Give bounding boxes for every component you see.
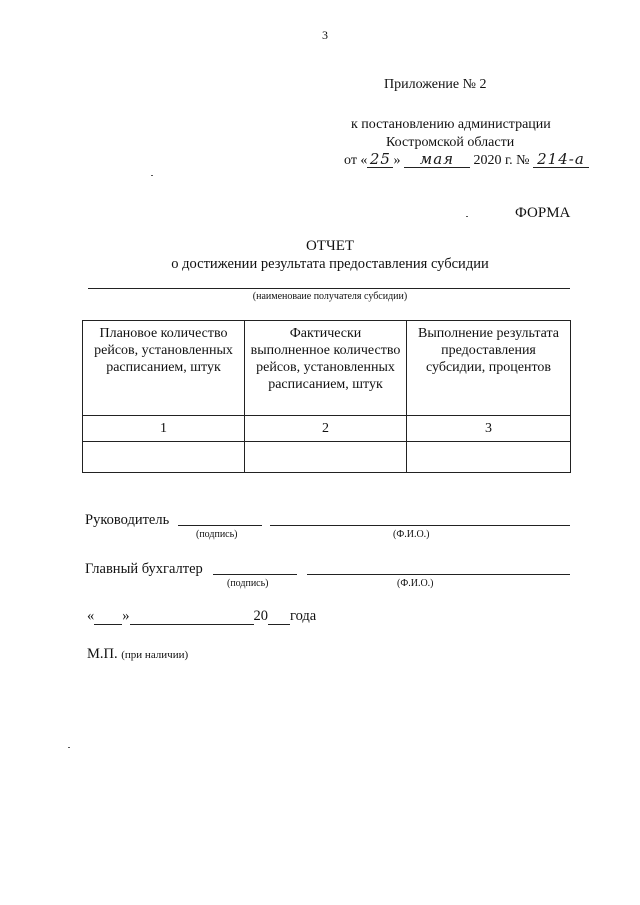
- date-suffix: года: [290, 608, 317, 624]
- head-name-caption: (Ф.И.О.): [393, 529, 430, 540]
- report-date-line: [87, 608, 316, 625]
- date-prefix: от «: [344, 153, 368, 168]
- table-header-cell: Плановое количество рейсов, установленных расписанием, штук: [83, 321, 245, 416]
- appendix-title: Приложение № 2: [384, 77, 487, 92]
- report-subtitle: о достижении результата предоставления субсидии: [171, 256, 489, 272]
- appendix-line-2: Костромской области: [386, 135, 515, 150]
- date-century: 20: [253, 608, 268, 624]
- table-header-cell: Фактически выполненное количество рейсов, установленных расписанием, штук: [245, 321, 407, 416]
- page-number: 3: [322, 28, 328, 42]
- table-cell[interactable]: [407, 442, 571, 473]
- accountant-sign-caption: (подпись): [227, 578, 269, 589]
- appendix-date: [344, 152, 589, 169]
- report-day-field[interactable]: [94, 609, 122, 625]
- head-name-line[interactable]: [270, 525, 570, 526]
- date-close-quote: »: [122, 608, 130, 624]
- stamp-label: М.П.: [87, 646, 118, 662]
- date-mid: »: [393, 153, 401, 168]
- table-cell[interactable]: [245, 442, 407, 473]
- stamp-note: (при наличии): [121, 649, 189, 661]
- date-number: 214-а: [533, 152, 589, 168]
- head-label: Руководитель: [85, 512, 170, 528]
- report-year-field[interactable]: [268, 609, 290, 625]
- date-open-quote: «: [87, 608, 95, 624]
- report-month-field[interactable]: [130, 609, 254, 625]
- table-header-cell: Выполнение результата предоставления субсидии, процентов: [407, 321, 571, 416]
- scan-speck: [466, 216, 468, 217]
- table-number-cell: 3: [407, 416, 571, 442]
- accountant-signature-line[interactable]: [213, 574, 297, 575]
- stamp-line: [87, 646, 188, 663]
- head-signature-line[interactable]: [178, 525, 262, 526]
- table-cell[interactable]: [83, 442, 245, 473]
- head-sign-caption: (подпись): [196, 529, 238, 540]
- scan-speck: [151, 175, 153, 176]
- form-label: ФОРМА: [515, 205, 571, 221]
- date-year: 2020 г. №: [473, 153, 530, 168]
- table-number-cell: 1: [83, 416, 245, 442]
- report-table: [82, 320, 571, 473]
- accountant-name-line[interactable]: [307, 574, 570, 575]
- recipient-caption: (наименоваие получателя субсидии): [252, 291, 408, 302]
- date-month: мая: [404, 152, 470, 168]
- table-header-row: [83, 321, 571, 416]
- table-number-row: [83, 416, 571, 442]
- accountant-label: Главный бухгалтер: [85, 561, 203, 577]
- date-day: 25: [367, 152, 393, 168]
- scan-speck: [68, 747, 70, 748]
- accountant-name-caption: (Ф.И.О.): [397, 578, 434, 589]
- report-title: ОТЧЕТ: [305, 238, 355, 254]
- recipient-name-line: [88, 288, 570, 289]
- appendix-line-1: к постановлению администрации: [351, 117, 551, 132]
- table-row: [83, 442, 571, 473]
- table-number-cell: 2: [245, 416, 407, 442]
